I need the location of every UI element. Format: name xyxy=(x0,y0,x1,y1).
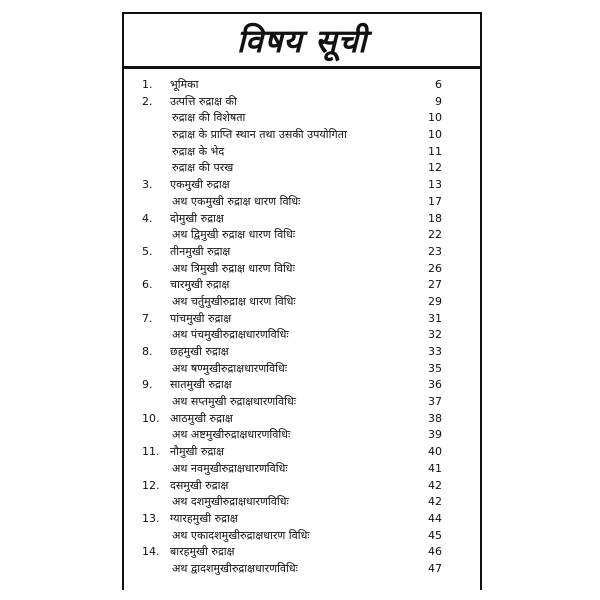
toc-page-number: 36 xyxy=(428,378,442,392)
toc-number: 10. xyxy=(142,411,160,425)
toc-row xyxy=(124,444,480,461)
toc-label: अथ नवमुखीरुद्राक्षधारणविधिः xyxy=(172,461,288,475)
toc-row xyxy=(124,127,480,144)
toc-number: 1. xyxy=(142,78,153,91)
toc-label: रुद्राक्ष की परख xyxy=(172,161,234,175)
toc-row xyxy=(124,528,480,545)
toc-page-number: 10 xyxy=(428,128,442,142)
toc-number: 5. xyxy=(142,244,153,258)
toc-label: रुद्राक्ष के भेद xyxy=(172,144,225,158)
toc-row xyxy=(124,561,480,578)
toc-page-number: 33 xyxy=(428,345,442,358)
toc-label: अथ एकादशमुखीरुद्राक्षधारण विधिः xyxy=(172,528,310,542)
toc-label: उत्पत्ति रुद्राक्ष की xyxy=(170,94,237,108)
toc-label: रुद्राक्ष के प्राप्ति स्थान तथा उसकी उपयोगिता xyxy=(172,128,347,142)
toc-page-number: 22 xyxy=(428,228,442,242)
toc-page-number: 42 xyxy=(428,495,442,509)
toc-row xyxy=(124,160,480,177)
toc-label: रुद्राक्ष की विशेषता xyxy=(172,111,246,125)
toc-page-number: 44 xyxy=(428,511,442,525)
toc-page-number: 42 xyxy=(428,478,442,492)
toc-page-number: 35 xyxy=(428,361,442,375)
toc-row xyxy=(124,361,480,378)
toc-page-number: 39 xyxy=(428,428,442,442)
toc-row xyxy=(124,377,480,394)
toc-page-number: 10 xyxy=(428,111,442,125)
toc-page-number: 29 xyxy=(428,294,442,308)
toc-page-number: 37 xyxy=(428,395,442,409)
table-of-contents xyxy=(124,77,480,578)
toc-label: अथ एकमुखी रुद्राक्ष धारण विधिः xyxy=(172,194,301,208)
toc-page-number: 6 xyxy=(435,78,442,91)
toc-row xyxy=(124,144,480,161)
toc-label: एकमुखी रुद्राक्ष xyxy=(170,178,230,192)
toc-label: अथ चर्तुमुखीरुद्राक्ष धारण विधिः xyxy=(172,294,296,308)
toc-page-number: 9 xyxy=(435,94,442,108)
toc-row xyxy=(124,244,480,261)
toc-row xyxy=(124,494,480,511)
toc-label: ग्यारहमुखी रुद्राक्ष xyxy=(170,511,238,525)
toc-label: अथ त्रिमुखी रुद्राक्ष धारण विधिः xyxy=(172,261,295,275)
toc-number: 4. xyxy=(142,211,153,225)
toc-number: 3. xyxy=(142,178,153,192)
toc-page-number: 46 xyxy=(428,545,442,559)
title-box xyxy=(124,14,480,69)
toc-page-number: 27 xyxy=(428,278,442,292)
toc-row xyxy=(124,110,480,127)
toc-row xyxy=(124,427,480,444)
toc-label: बारहमुखी रुद्राक्ष xyxy=(170,545,235,559)
toc-label: अथ द्विमुखी रुद्राक्ष धारण विधिः xyxy=(172,228,296,242)
toc-label: सातमुखी रुद्राक्ष xyxy=(170,378,232,392)
toc-page-number: 17 xyxy=(428,194,442,208)
toc-label: तीनमुखी रुद्राक्ष xyxy=(170,244,231,258)
toc-page-number: 23 xyxy=(428,244,442,258)
toc-row xyxy=(124,77,480,94)
toc-label: अथ षण्मुखीरुद्राक्षधारणविधिः xyxy=(172,361,287,375)
toc-number: 8. xyxy=(142,345,153,358)
toc-label: छहमुखी रुद्राक्ष xyxy=(170,345,229,358)
toc-label: चारमुखी रुद्राक्ष xyxy=(170,278,230,292)
toc-page-number: 18 xyxy=(428,211,442,225)
toc-number: 11. xyxy=(142,445,160,459)
toc-page-number: 31 xyxy=(428,311,442,325)
toc-number: 2. xyxy=(142,94,153,108)
toc-page-number: 12 xyxy=(428,161,442,175)
toc-label: अथ पंचमुखीरुद्राक्षधारणविधिः xyxy=(172,328,289,342)
toc-row xyxy=(124,177,480,194)
toc-number: 14. xyxy=(142,545,160,559)
toc-label: अथ दशमुखीरुद्राक्षधारणविधिः xyxy=(172,495,289,509)
toc-label: दसमुखी रुद्राक्ष xyxy=(170,478,229,492)
toc-page-number: 32 xyxy=(428,328,442,342)
toc-row xyxy=(124,461,480,478)
toc-page-number: 40 xyxy=(428,445,442,459)
toc-row xyxy=(124,227,480,244)
toc-row xyxy=(124,211,480,228)
toc-row xyxy=(124,94,480,111)
toc-number: 7. xyxy=(142,311,153,325)
toc-row xyxy=(124,544,480,561)
toc-label: आठमुखी रुद्राक्ष xyxy=(170,411,233,425)
toc-row xyxy=(124,311,480,328)
toc-label: पांचमुखी रुद्राक्ष xyxy=(170,311,232,325)
toc-row xyxy=(124,294,480,311)
toc-page-number: 47 xyxy=(428,561,442,575)
toc-label: अथ द्वादशमुखीरुद्राक्षधारणविधिः xyxy=(172,561,298,575)
toc-label: भूमिका xyxy=(170,78,199,91)
toc-number: 6. xyxy=(142,278,153,292)
toc-label: अथ अष्टमुखीरुद्राक्षधारणविधिः xyxy=(172,428,291,442)
toc-page-number: 13 xyxy=(428,178,442,192)
toc-row xyxy=(124,261,480,278)
contents-frame xyxy=(122,12,482,590)
toc-row xyxy=(124,344,480,361)
toc-row xyxy=(124,411,480,428)
toc-page-number: 11 xyxy=(428,144,442,158)
toc-number: 9. xyxy=(142,378,153,392)
toc-label: नौमुखी रुद्राक्ष xyxy=(170,445,225,459)
toc-page-number: 45 xyxy=(428,528,442,542)
toc-label: अथ सप्तमुखी रुद्राक्षधारणविधिः xyxy=(172,395,296,409)
toc-label: दोमुखी रुद्राक्ष xyxy=(170,211,224,225)
toc-page-number: 41 xyxy=(428,461,442,475)
toc-row xyxy=(124,277,480,294)
toc-page-number: 38 xyxy=(428,411,442,425)
toc-page-number: 26 xyxy=(428,261,442,275)
toc-row xyxy=(124,511,480,528)
toc-row xyxy=(124,327,480,344)
toc-row xyxy=(124,194,480,211)
toc-row xyxy=(124,478,480,495)
toc-number: 12. xyxy=(142,478,160,492)
page-title: विषय सूची xyxy=(236,21,368,60)
toc-number: 13. xyxy=(142,511,160,525)
toc-row xyxy=(124,394,480,411)
